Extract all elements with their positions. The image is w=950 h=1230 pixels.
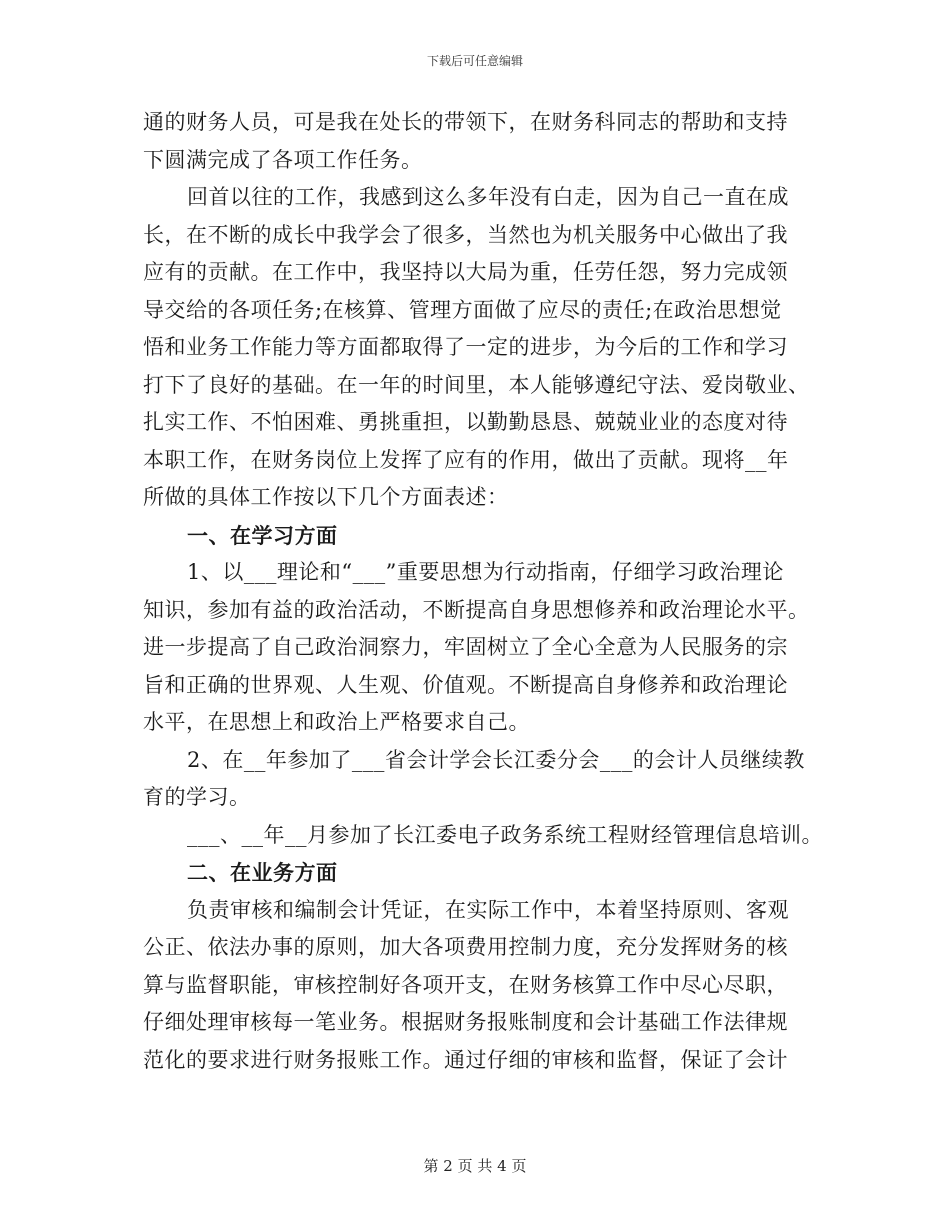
text-line: 扎实工作、不怕困难、勇挑重担，以勤勤恳恳、兢兢业业的态度对待 [143, 410, 788, 434]
text-line: 范化的要求进行财务报账工作。通过仔细的审核和监督，保证了会计 [143, 1047, 788, 1072]
text-line: 所做的具体工作按以下几个方面表述： [143, 485, 509, 509]
text-line: 通的财务人员，可是我在处长的带领下，在财务科同志的帮助和支持 [143, 110, 788, 134]
text-line: 公正、依法办事的原则，加大各项费用控制力度，充分发挥财务的核 [143, 935, 788, 959]
section-heading: 一、在学习方面 [187, 522, 338, 548]
text-line: 育的学习。 [143, 785, 251, 809]
text-line: 旨和正确的世界观、人生观、价值观。不断提高自身修养和政治理论 [143, 672, 788, 697]
text-line: 2、在__年参加了___省会计学会长江委分会___的会计人员继续教 [187, 747, 805, 772]
text-line: ___、__年__月参加了长江委电子政务系统工程财经管理信息培训。 [187, 822, 823, 847]
text-line: 导交给的各项任务;在核算、管理方面做了应尽的责任;在政治思想觉 [143, 297, 782, 322]
section-heading: 二、在业务方面 [187, 860, 338, 885]
text-line: 水平，在思想上和政治上严格要求自己。 [143, 710, 530, 734]
text-line: 应有的贡献。在工作中，我坚持以大局为重，任劳任怨，努力完成领 [143, 260, 788, 284]
text-line: 进一步提高了自己政治洞察力，牢固树立了全心全意为人民服务的宗 [143, 635, 788, 659]
text-line: 悟和业务工作能力等方面都取得了一定的进步，为今后的工作和学习 [143, 335, 788, 359]
page-footer: 第 2 页 共 4 页 [423, 1157, 527, 1175]
text-line: 算与监督职能，审核控制好各项开支，在财务核算工作中尽心尽职， [143, 972, 788, 997]
text-line: 打下了良好的基础。在一年的时间里，本人能够遵纪守法、爱岗敬业、 [143, 372, 810, 397]
text-line: 仔细处理审核每一笔业务。根据财务报账制度和会计基础工作法律规 [143, 1010, 788, 1034]
text-line: 知识，参加有益的政治活动，不断提高自身思想修养和政治理论水平。 [143, 597, 810, 622]
document-body [143, 104, 823, 1079]
text-line: 负责审核和编制会计凭证，在实际工作中，本着坚持原则、客观 [187, 897, 789, 922]
text-line: 回首以往的工作，我感到这么多年没有白走，因为自己一直在成 [187, 185, 789, 209]
text-line: 长，在不断的成长中我学会了很多，当然也为机关服务中心做出了我 [143, 222, 788, 247]
text-line: 下圆满完成了各项工作任务。 [143, 147, 423, 172]
text-line: 本职工作，在财务岗位上发挥了应有的作用，做出了贡献。现将__年 [143, 447, 789, 472]
text-line: 1、以___理论和“___”重要思想为行动指南，仔细学习政治理论 [187, 560, 784, 584]
page-header: 下载后可任意编辑 [426, 54, 523, 68]
